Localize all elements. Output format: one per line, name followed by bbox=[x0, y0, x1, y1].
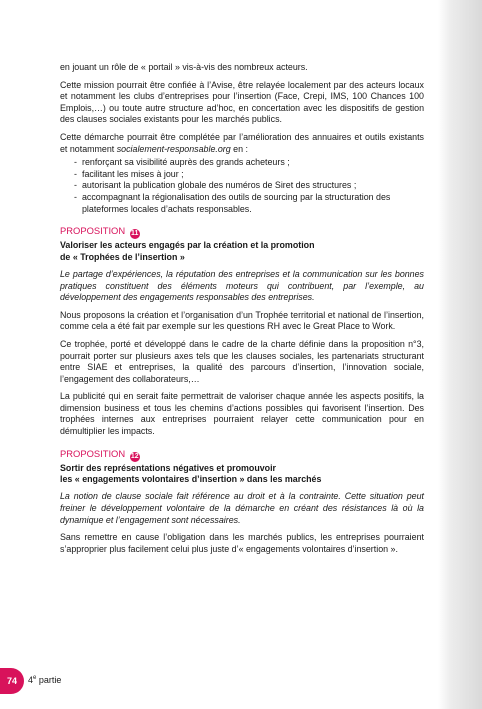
list-item: - accompagnant la régionalisation des outils de sourcing par la structuration des plateformes locales d’achats responsables. bbox=[74, 192, 424, 215]
part-number: 4 bbox=[28, 675, 34, 685]
proposition-number-badge: 11 bbox=[131, 230, 139, 238]
page-content bbox=[60, 62, 424, 561]
proposition-11-paragraph-2: Ce trophée, porté et développé dans le cadre de la charte définie dans la proposition n°3, pourrait porter sur plusieurs axes tels que les clauses sociales, les partenariats structurant entre SIAE et entreprises, la qualité des parcours d’insertion, l’innovation sociale, l’engagement des collaborateurs,… bbox=[60, 338, 424, 384]
list-item: - renforçant sa visibilité auprès des grands acheteurs ; bbox=[74, 157, 424, 169]
title-line: de « Trophées de l’insertion » bbox=[60, 251, 185, 262]
proposition-11-title bbox=[60, 240, 424, 263]
proposition-label: PROPOSITION bbox=[60, 447, 126, 459]
title-line: les « engagements volontaires d’insertion » dans les marchés bbox=[60, 474, 322, 485]
website-reference: socialement-responsable.org bbox=[116, 143, 231, 154]
page-edge-shadow bbox=[438, 0, 482, 709]
page-number-tab: 74 bbox=[0, 668, 24, 694]
proposition-label: PROPOSITION bbox=[60, 225, 126, 237]
proposition-number-badge: 12 bbox=[130, 452, 139, 460]
proposition-11-lead: Le partage d’expériences, la réputation des entreprises et la communication sur les bonnes pratiques constituent des éléments moteurs qui contribuent, par l’exemple, au développement des engagements responsables des entreprises. bbox=[60, 268, 424, 303]
list-item: - autorisant la publication globale des numéros de Siret des structures ; bbox=[74, 180, 424, 192]
intro-paragraph-2: Cette mission pourrait être confiée à l’Avise, être relayée localement par des acteurs locaux et notamment les clubs d’entreprises pour l’insertion (Face, Crepi, IMS, 100 Chances 100 Emplois,…) ou toute autre structure ad’hoc, en concertation avec les dispositifs de gestion des clauses sociales existants pour les marchés publics. bbox=[60, 79, 424, 125]
part-label bbox=[28, 675, 61, 685]
part-word: partie bbox=[38, 675, 62, 685]
proposition-11-paragraph-3: La publicité qui en serait faite permettrait de valoriser chaque année les aspects positifs, la dimension business et tous les chemins d’actions possibles qui favorisent l’insertion. Des trophées internes aux entreprises pourraient relayer cette communication pour en démultiplier les impacts. bbox=[60, 391, 424, 437]
part-ordinal-suffix: e bbox=[33, 675, 37, 681]
improvement-list bbox=[60, 157, 424, 215]
intro-p3-after: en : bbox=[230, 143, 248, 154]
proposition-11-paragraph-1: Nous proposons la création et l’organisation d’un Trophée territorial et national de l’insertion, comme cela a été fait par exemple sur les questions RH avec le Great Place to Work. bbox=[60, 309, 424, 332]
title-line: Sortir des représentations négatives et promouvoir bbox=[60, 462, 277, 473]
proposition-12-lead: La notion de clause sociale fait référence au droit et à la contrainte. Cette situation peut freiner le développement volontaire de la démarche en créant des résistances là où la dynamique et l’engagement sont nécessaires. bbox=[60, 491, 424, 525]
list-item: - facilitant les mises à jour ; bbox=[74, 169, 424, 181]
title-line: Valoriser les acteurs engagés par la création et la promotion bbox=[60, 240, 315, 251]
proposition-11-heading bbox=[60, 225, 424, 239]
page-footer bbox=[0, 668, 200, 694]
proposition-12-heading bbox=[60, 448, 424, 462]
intro-p3-before: Cette démarche pourrait être complétée par l’amélioration des annuaires et outils existants et notamment bbox=[60, 131, 424, 154]
proposition-12-paragraph-1: Sans remettre en cause l’obligation dans les marchés publics, les entreprises pourraient s’approprier plus facilement celui plus juste d’« engagements volontaires d’insertion ». bbox=[60, 532, 424, 554]
intro-paragraph-1: en jouant un rôle de « portail » vis-à-vis des nombreux acteurs. bbox=[60, 62, 308, 72]
intro-paragraph-3 bbox=[60, 132, 424, 155]
proposition-12-title bbox=[60, 463, 424, 486]
